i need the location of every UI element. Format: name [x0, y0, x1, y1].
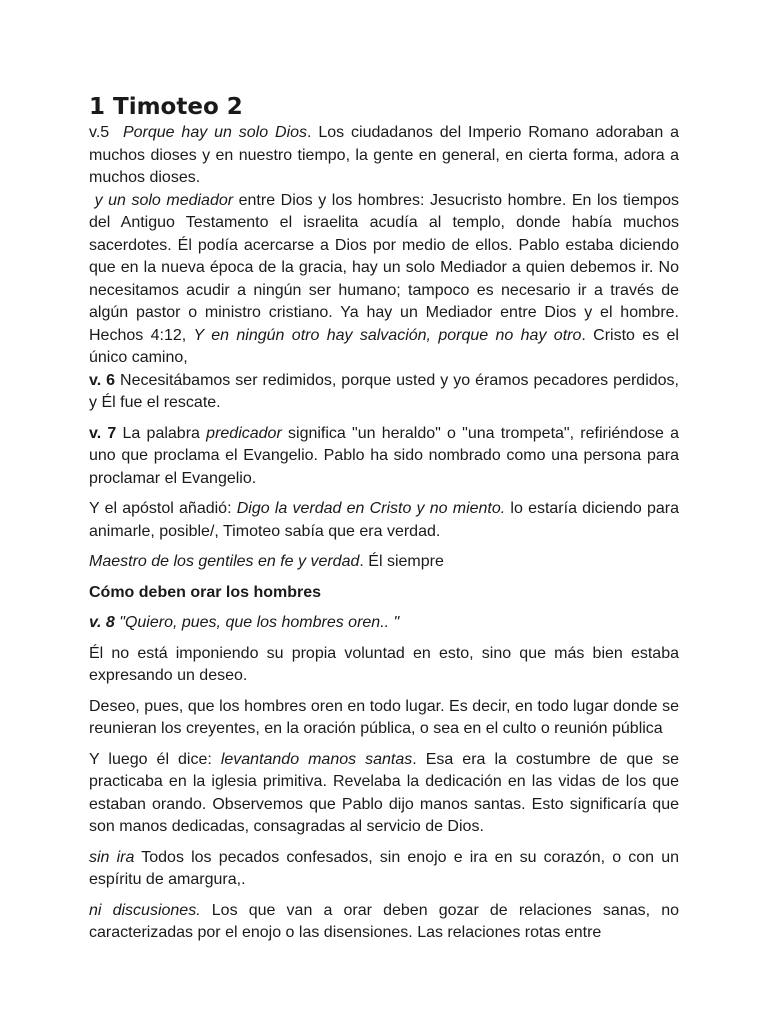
- paragraph-text: lo estaría diciendo para animarle, posible/, Timoteo sabía que era verdad.: [89, 500, 679, 540]
- document-title: 1 Timoteo 2: [89, 94, 243, 120]
- paragraph-text: Necesitábamos ser redimidos, porque usted y yo éramos pecadores perdidos, y Él fue el rescate.: [89, 371, 679, 411]
- verse-label: v.5: [89, 124, 110, 141]
- paragraph-text: Los que van a orar deben gozar de relaciones sanas, no caracterizadas por el enojo o las disensiones. Las relaciones rotas entre: [89, 901, 679, 941]
- verse-quote: Porque hay un solo Dios: [122, 124, 308, 141]
- paragraph-text: significa "un heraldo" o "una trompeta", refiriéndose a uno que proclama el Evangelio. Pablo ha sido nombrado como una persona para proclamar el Evangelio.: [89, 424, 680, 487]
- verse-quote: Maestro de los gentiles en fe y verdad: [89, 553, 360, 570]
- paragraph-text: . Los ciudadanos del Imperio Romano adoraban a muchos dioses y en nuestro tiempo, la gente en general, en cierta forma, adora a muchos dioses.: [89, 124, 680, 186]
- paragraph-apostol: [89, 498, 679, 543]
- verse-label: v. 7: [89, 424, 117, 442]
- paragraph-deseo: Deseo, pues, que los hombres oren en todo lugar. Es decir, en todo lugar donde se reunieran los creyentes, en la oración pública, o sea en el culto o reunión pública: [89, 697, 679, 737]
- paragraph-text: Todos los pecados confesados, sin enojo e ira en su corazón, o con un espíritu de amargura,.: [89, 848, 679, 888]
- paragraph-v5: [89, 122, 679, 190]
- verse-label: v. 8: [89, 614, 115, 631]
- paragraph-voluntad: Él no está imponiendo su propia voluntad en esto, sino que más bien estaba expresando un deseo.: [89, 644, 679, 684]
- paragraph-text: La palabra: [116, 424, 207, 442]
- paragraph-discusiones: [89, 900, 679, 945]
- verse-quote: Digo la verdad en Cristo y no miento.: [236, 500, 506, 517]
- section-heading: Cómo deben orar los hombres: [89, 583, 322, 601]
- verse-label: v. 6: [89, 371, 116, 389]
- verse-quote: "Quiero, pues, que los hombres oren.. ": [114, 614, 400, 631]
- paragraph-text: entre Dios y los hombres: Jesucristo hombre. En los tiempos del Antiguo Testamento el israelita acudía al templo, donde había muchos sacerdotes. Él podía acercarse a Dios por medio de ellos. Pablo estaba diciendo que en la nueva época de la gracia, hay un solo Mediador a quien debemos ir. No necesitamos acudir a ningún ser humano; tampoco es necesario ir a través de algún pastor o ministro cristiano. Ya hay un Mediador entre Dios y el hombre. Hechos 4:12,: [89, 191, 680, 344]
- paragraph-text: Y luego él dice:: [89, 750, 221, 768]
- paragraph-text: Y el apóstol añadió:: [89, 500, 237, 517]
- paragraph-text: . Esa era la costumbre de que se practicaba en la iglesia primitiva. Revelaba la dedicación en las vidas de los que estaban orando. Observemos que Pablo dijo manos santas. Esto significaría que son manos dedicadas, consagradas al servicio de Dios.: [89, 750, 680, 835]
- verse-quote: levantando manos santas: [220, 750, 413, 768]
- verse-quote: ni discusiones.: [89, 901, 201, 919]
- paragraph-maestro: [89, 551, 679, 574]
- paragraph-v8: [89, 612, 679, 635]
- paragraph-mediador: [89, 190, 679, 370]
- document-body: [89, 92, 679, 945]
- paragraph-v7: [89, 423, 679, 491]
- verse-quote: Y en ningún otro hay salvación, porque no hay otro: [193, 326, 582, 344]
- paragraph-sin-ira: [89, 847, 679, 892]
- paragraph-text: . Cristo es el único camino,: [89, 326, 679, 366]
- paragraph-v6: [89, 370, 679, 415]
- paragraph-text: . Él siempre: [359, 553, 444, 570]
- verse-quote: sin ira: [89, 848, 135, 866]
- verse-quote: predicador: [206, 424, 282, 442]
- verse-quote: y un solo mediador: [94, 191, 234, 209]
- paragraph-manos-santas: [89, 749, 679, 839]
